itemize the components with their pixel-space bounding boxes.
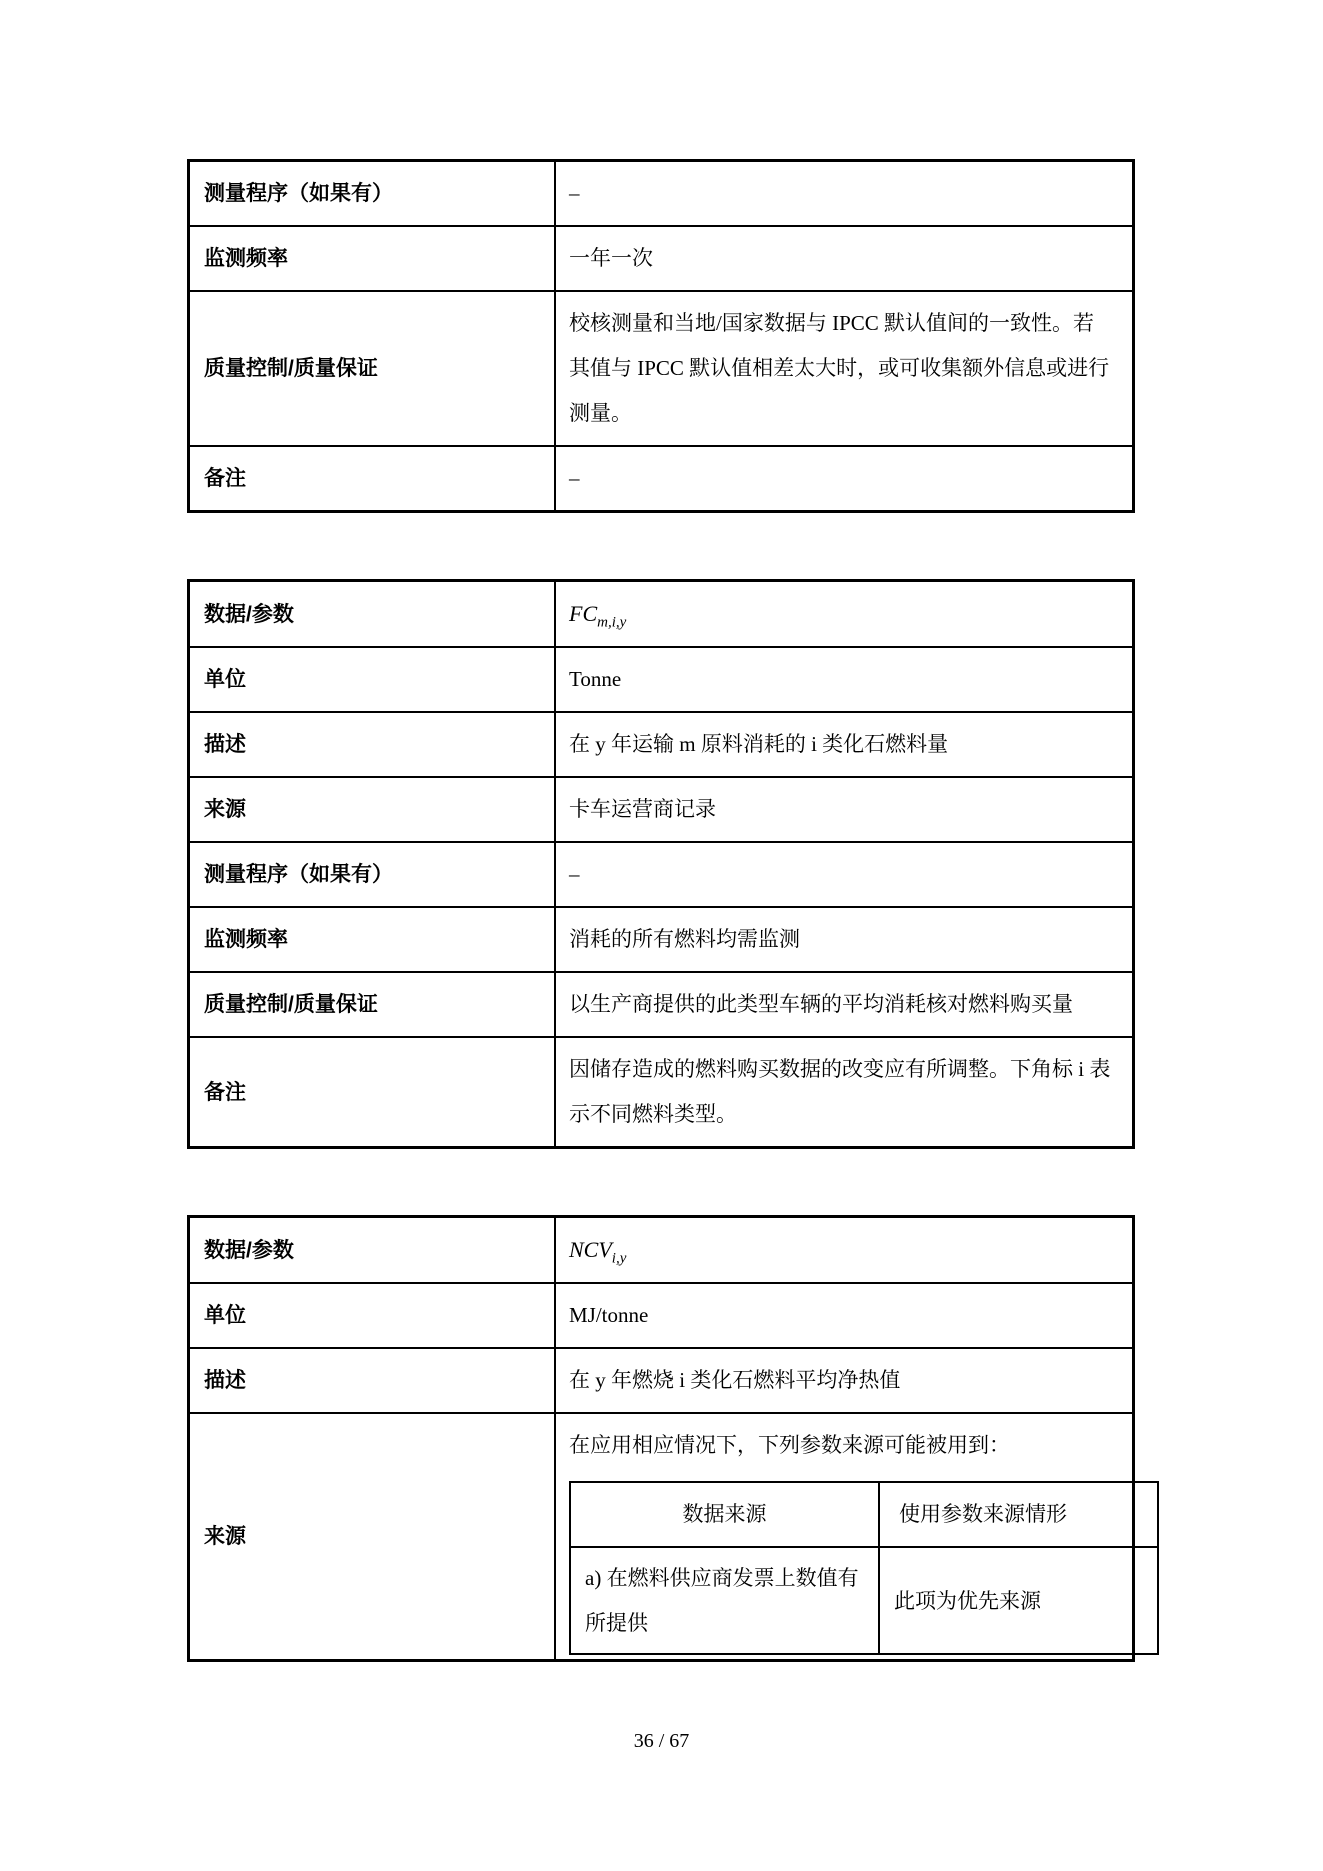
row-label-data-parameter: 数据/参数 (189, 1217, 556, 1284)
table-row (189, 1348, 1134, 1413)
row-value-remarks: – (555, 446, 1134, 512)
row-label-unit: 单位 (189, 1283, 556, 1348)
table-row (189, 446, 1134, 512)
table-row (189, 291, 1134, 446)
sub-table-cell-condition-a: 此项为优先来源 (879, 1547, 1158, 1654)
sub-table-header-row (570, 1482, 1158, 1547)
table-row (189, 842, 1134, 907)
table-row (189, 907, 1134, 972)
table-row (189, 777, 1134, 842)
row-value-remarks: 因储存造成的燃料购买数据的改变应有所调整。下角标 i 表示不同燃料类型。 (555, 1037, 1134, 1148)
table-row (189, 1283, 1134, 1348)
table-row (189, 226, 1134, 291)
row-label-description: 描述 (189, 1348, 556, 1413)
row-label-data-parameter: 数据/参数 (189, 581, 556, 648)
row-value-monitoring-frequency: 消耗的所有燃料均需监测 (555, 907, 1134, 972)
row-label-measurement-procedure: 测量程序（如果有） (189, 161, 556, 227)
row-value-unit: Tonne (555, 647, 1134, 712)
row-label-monitoring-frequency: 监测频率 (189, 907, 556, 972)
table-row (189, 712, 1134, 777)
row-value-description: 在 y 年燃烧 i 类化石燃料平均净热值 (555, 1348, 1134, 1413)
row-label-description: 描述 (189, 712, 556, 777)
table-row (189, 1217, 1134, 1284)
page-number-footer: 36 / 67 (633, 1730, 690, 1752)
data-parameter-table-fc (187, 579, 1135, 1149)
row-label-remarks: 备注 (189, 1037, 556, 1148)
data-source-sub-table (569, 1481, 1159, 1655)
row-value-measurement-procedure: – (555, 161, 1134, 227)
table-row (189, 647, 1134, 712)
row-value-unit: MJ/tonne (555, 1283, 1134, 1348)
sub-table-header-data-source: 数据来源 (570, 1482, 879, 1547)
row-label-source: 来源 (189, 777, 556, 842)
row-label-monitoring-frequency: 监测频率 (189, 226, 556, 291)
row-label-qa-qc: 质量控制/质量保证 (189, 972, 556, 1037)
parameter-symbol-fc: $FC_{m,i,y}$ (569, 601, 627, 631)
table-row (189, 972, 1134, 1037)
source-intro-text: 在应用相应情况下，下列参数来源可能被用到： (569, 1433, 1010, 1457)
sub-table-row (570, 1547, 1158, 1654)
data-parameter-table-ncv (187, 1215, 1135, 1662)
row-value-data-parameter (555, 1217, 1134, 1284)
row-value-qa-qc: 校核测量和当地/国家数据与 IPCC 默认值间的一致性。若其值与 IPCC 默认值相差太大时，或可收集额外信息或进行测量。 (555, 291, 1134, 446)
row-label-qa-qc: 质量控制/质量保证 (189, 291, 556, 446)
row-value-data-parameter (555, 581, 1134, 648)
row-label-remarks: 备注 (189, 446, 556, 512)
sub-table-cell-source-a: a) 在燃料供应商发票上数值有所提供 (570, 1547, 879, 1654)
table-row (189, 581, 1134, 648)
row-value-description: 在 y 年运输 m 原料消耗的 i 类化石燃料量 (555, 712, 1134, 777)
row-label-measurement-procedure: 测量程序（如果有） (189, 842, 556, 907)
row-value-source (555, 1413, 1134, 1661)
row-value-source: 卡车运营商记录 (555, 777, 1134, 842)
row-value-monitoring-frequency: 一年一次 (555, 226, 1134, 291)
table-row (189, 1037, 1134, 1148)
row-label-source: 来源 (189, 1413, 556, 1661)
row-label-unit: 单位 (189, 647, 556, 712)
monitoring-parameter-table-1 (187, 159, 1135, 513)
row-value-measurement-procedure: – (555, 842, 1134, 907)
row-value-qa-qc: 以生产商提供的此类型车辆的平均消耗核对燃料购买量 (555, 972, 1134, 1037)
table-row (189, 1413, 1134, 1661)
parameter-symbol-ncv: $NCV_{i,y}$ (569, 1237, 627, 1267)
table-row (189, 161, 1134, 227)
sub-table-header-condition: 使用参数来源情形 (879, 1482, 1158, 1547)
